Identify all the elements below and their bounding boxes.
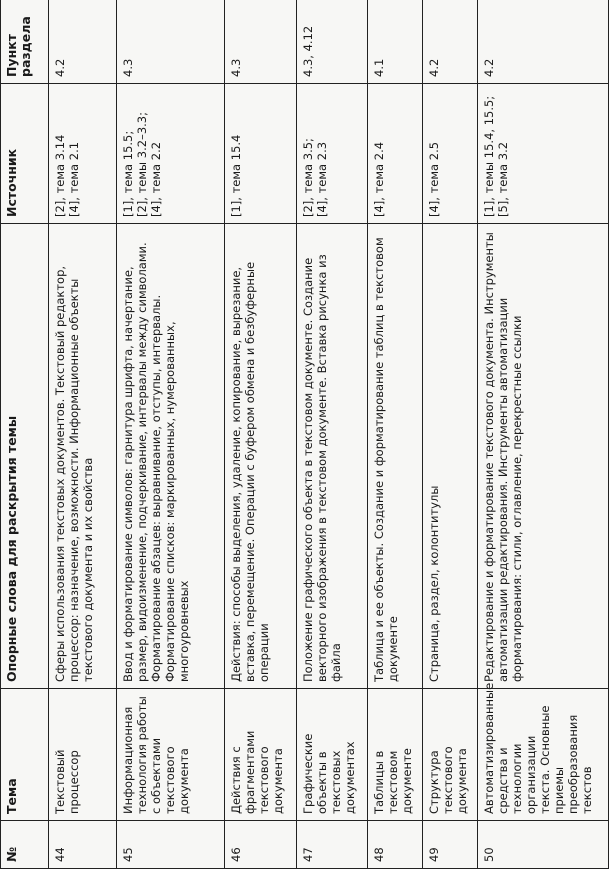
cell-num: 46 [225, 821, 296, 869]
table-row [49, 0, 117, 869]
cell-source: [4], тема 2.5 [423, 84, 478, 224]
cell-topic: Информационная технология работы с объектами текстового документа [117, 689, 225, 821]
cell-num: 50 [478, 821, 609, 869]
cell-section: 4.3 [225, 0, 296, 84]
cell-source: [1], тема 15.5; [2], темы 3.2–3.3; [4], тема 2.2 [117, 84, 225, 224]
cell-num: 48 [367, 821, 422, 869]
cell-keywords: Положение графического объекта в текстовом документе. Создание векторного изображения в текстовом документе. Вставка рисунка из файла [296, 224, 367, 689]
cell-section: 4.3, 4.12 [296, 0, 367, 84]
cell-num: 49 [423, 821, 478, 869]
table-row [478, 0, 609, 869]
cell-source: [1], темы 15.4, 15.5; [5], тема 3.2 [478, 84, 609, 224]
cell-topic: Таблицы в текстовом документе [367, 689, 422, 821]
cell-source: [1], тема 15.4 [225, 84, 296, 224]
cell-num: 44 [49, 821, 117, 869]
header-topic: Тема [1, 689, 49, 821]
cell-source: [4], тема 2.4 [367, 84, 422, 224]
table-row [296, 0, 367, 869]
cell-keywords: Редактирование и форматирование текстового документа. Инструменты автоматизации редактирования. Инструменты автоматизации форматирования: стили, оглавление, перекрестные ссылки [478, 224, 609, 689]
header-section: Пункт раздела [1, 0, 49, 84]
cell-section: 4.2 [49, 0, 117, 84]
cell-topic: Действия с фрагментами текстового документа [225, 689, 296, 821]
cell-keywords: Действия: способы выделения, удаление, копирование, вырезание, вставка, перемещение. Операции с буфером обмена и безбуферные операции [225, 224, 296, 689]
table-row [423, 0, 478, 869]
cell-keywords: Таблица и ее объекты. Создание и форматирование таблиц в текстовом документе [367, 224, 422, 689]
cell-keywords: Сферы использования текстовых документов. Текстовый редактор, процессор: назначение, возможности. Информационные объекты текстового документа и их свойства [49, 224, 117, 689]
cell-topic: Текстовый процессор [49, 689, 117, 821]
cell-section: 4.3 [117, 0, 225, 84]
table-row [117, 0, 225, 869]
table-row [225, 0, 296, 869]
header-num: № [1, 821, 49, 869]
cell-keywords: Страница, раздел, колонтитулы [423, 224, 478, 689]
cell-num: 47 [296, 821, 367, 869]
cell-topic: Графические объекты в текстовых документах [296, 689, 367, 821]
header-source: Источник [1, 84, 49, 224]
cell-section: 4.2 [423, 0, 478, 84]
table-header-row [1, 0, 49, 869]
cell-topic: Автоматизированные средства и технологии организации текста. Основные приемы преобразования текстов [478, 689, 609, 821]
cell-num: 45 [117, 821, 225, 869]
cell-section: 4.2 [478, 0, 609, 84]
table-body [49, 0, 609, 869]
cell-source: [2], тема 3.5; [4], тема 2.3 [296, 84, 367, 224]
cell-section: 4.1 [367, 0, 422, 84]
cell-topic: Структура текстового документа [423, 689, 478, 821]
table-row [367, 0, 422, 869]
cell-source: [2], тема 3.14 [4], тема 2.1 [49, 84, 117, 224]
header-keywords: Опорные слова для раскрытия темы [1, 224, 49, 689]
cell-keywords: Ввод и форматирование символов: гарнитура шрифта, начертание, размер, видоизменение, подчеркивание, интервалы между символами. Форматирование абзацев: выравнивание, отступы, интервалы. Форматирование списков: маркированных, нумерованных, многоуровневых [117, 224, 225, 689]
